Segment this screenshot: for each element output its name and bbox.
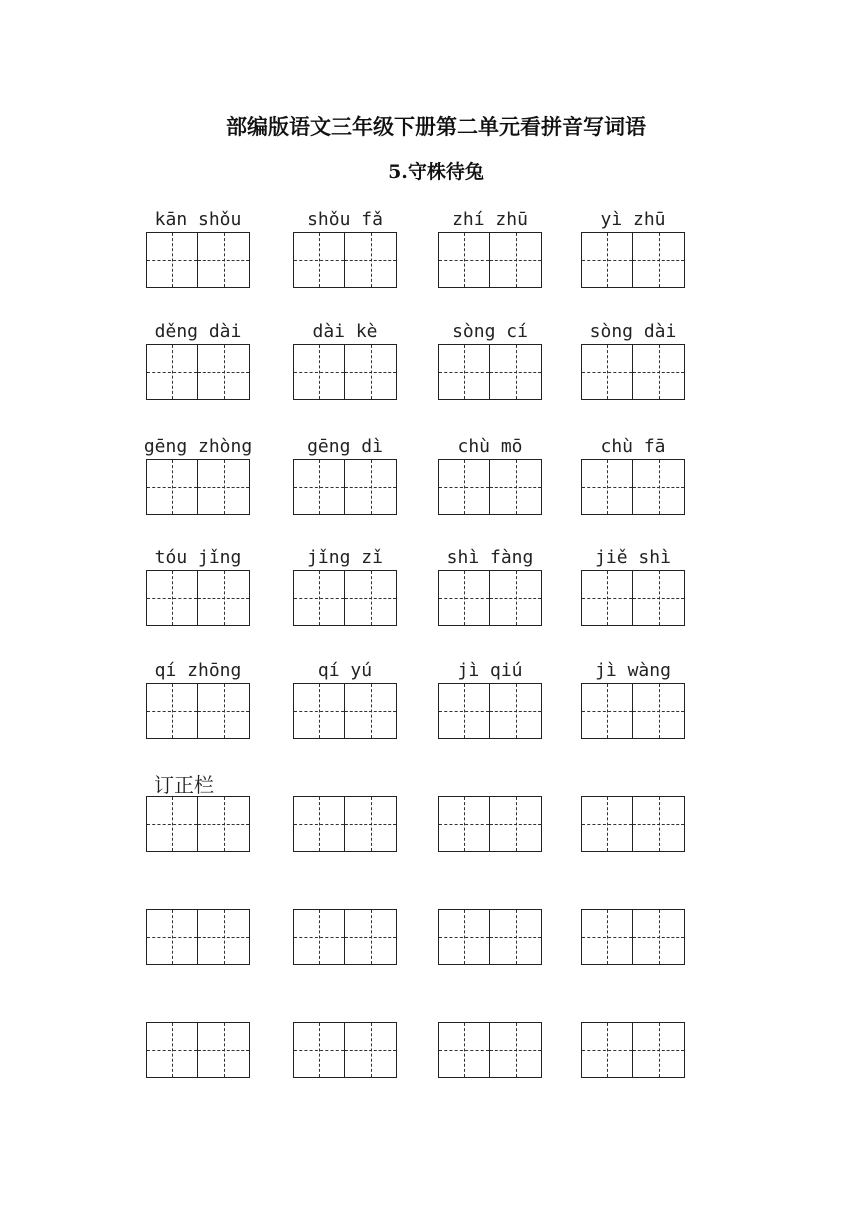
pinyin-cell: [438, 435, 586, 515]
character-square[interactable]: [633, 683, 685, 739]
correction-label: 订正栏: [154, 773, 214, 797]
character-square[interactable]: [581, 570, 633, 626]
pinyin-label: dài kè: [312, 321, 378, 342]
pinyin-label: zhí zhū: [452, 209, 528, 230]
character-square[interactable]: [490, 232, 542, 288]
character-square[interactable]: [438, 570, 490, 626]
character-square[interactable]: [581, 1022, 633, 1078]
writing-box[interactable]: [146, 570, 250, 626]
writing-box[interactable]: [146, 232, 250, 288]
pinyin-cell: [581, 546, 729, 626]
correction-cell: [581, 998, 729, 1078]
character-square[interactable]: [293, 570, 345, 626]
pinyin-cell: [146, 659, 294, 739]
pinyin-cell: [438, 320, 586, 400]
character-square[interactable]: [581, 683, 633, 739]
pinyin-cell: [438, 546, 586, 626]
writing-box[interactable]: [438, 796, 542, 852]
character-square[interactable]: [490, 1022, 542, 1078]
character-square[interactable]: [293, 459, 345, 515]
correction-cell: [581, 772, 729, 852]
character-square[interactable]: [581, 344, 633, 400]
writing-box[interactable]: [438, 344, 542, 400]
character-square[interactable]: [293, 796, 345, 852]
character-square[interactable]: [293, 232, 345, 288]
character-square[interactable]: [198, 459, 250, 515]
character-square[interactable]: [146, 570, 198, 626]
writing-box[interactable]: [293, 1022, 397, 1078]
character-square[interactable]: [146, 344, 198, 400]
writing-box[interactable]: [293, 796, 397, 852]
character-square[interactable]: [146, 796, 198, 852]
pinyin-label: tóu jǐng: [154, 547, 242, 568]
character-square[interactable]: [490, 909, 542, 965]
correction-cell: [146, 772, 294, 852]
character-square[interactable]: [633, 344, 685, 400]
writing-box[interactable]: [438, 1022, 542, 1078]
character-square[interactable]: [438, 232, 490, 288]
pinyin-cell: [438, 659, 586, 739]
writing-box[interactable]: [293, 459, 397, 515]
character-square[interactable]: [633, 232, 685, 288]
correction-cell: [438, 772, 586, 852]
character-square[interactable]: [198, 683, 250, 739]
pinyin-cell: [146, 320, 294, 400]
pinyin-label: chù fā: [600, 436, 666, 457]
character-square[interactable]: [198, 570, 250, 626]
character-square[interactable]: [198, 344, 250, 400]
character-square[interactable]: [581, 232, 633, 288]
pinyin-label: jì wàng: [595, 660, 671, 681]
character-square[interactable]: [581, 909, 633, 965]
character-square[interactable]: [198, 909, 250, 965]
writing-box[interactable]: [146, 1022, 250, 1078]
pinyin-cell: [146, 208, 294, 288]
character-square[interactable]: [345, 909, 397, 965]
character-square[interactable]: [633, 796, 685, 852]
character-square[interactable]: [345, 796, 397, 852]
character-square[interactable]: [438, 344, 490, 400]
pinyin-label: yì zhū: [600, 209, 666, 230]
pinyin-cell: [293, 435, 441, 515]
pinyin-cell: [143, 435, 294, 515]
writing-box[interactable]: [581, 909, 685, 965]
character-square[interactable]: [293, 909, 345, 965]
pinyin-cell: [146, 546, 294, 626]
pinyin-label: qí yú: [317, 660, 373, 681]
character-square[interactable]: [438, 909, 490, 965]
pinyin-label: jì qiú: [457, 660, 523, 681]
pinyin-label: shǒu fǎ: [307, 209, 383, 230]
pinyin-label: jǐng zǐ: [307, 547, 383, 568]
pinyin-label: kān shǒu: [154, 209, 242, 230]
writing-box[interactable]: [146, 796, 250, 852]
character-square[interactable]: [345, 683, 397, 739]
writing-box[interactable]: [146, 683, 250, 739]
character-square[interactable]: [633, 909, 685, 965]
pinyin-label: chù mō: [457, 436, 523, 457]
correction-cell: [438, 885, 586, 965]
pinyin-label: qí zhōng: [154, 660, 242, 681]
character-square[interactable]: [293, 683, 345, 739]
pinyin-label: shì fàng: [446, 547, 534, 568]
lesson-title: 5.守株待兔: [388, 161, 484, 183]
character-square[interactable]: [490, 570, 542, 626]
correction-cell: [581, 885, 729, 965]
writing-box[interactable]: [293, 683, 397, 739]
character-square[interactable]: [146, 683, 198, 739]
writing-box[interactable]: [293, 570, 397, 626]
pinyin-cell: [581, 435, 729, 515]
correction-cell: [146, 885, 294, 965]
writing-box[interactable]: [438, 232, 542, 288]
writing-box[interactable]: [581, 1022, 685, 1078]
character-square[interactable]: [146, 459, 198, 515]
writing-box[interactable]: [293, 344, 397, 400]
writing-box[interactable]: [146, 909, 250, 965]
pinyin-cell: [293, 320, 441, 400]
pinyin-label: gēng dì: [307, 436, 383, 457]
pinyin-cell: [293, 659, 441, 739]
character-square[interactable]: [345, 344, 397, 400]
pinyin-cell: [293, 208, 441, 288]
writing-box[interactable]: [581, 459, 685, 515]
character-square[interactable]: [633, 1022, 685, 1078]
correction-cell: [293, 998, 441, 1078]
character-square[interactable]: [581, 459, 633, 515]
character-square[interactable]: [146, 909, 198, 965]
character-square[interactable]: [438, 683, 490, 739]
correction-cell: [293, 772, 441, 852]
pinyin-label: gēng zhòng: [143, 436, 253, 457]
writing-box[interactable]: [146, 344, 250, 400]
character-square[interactable]: [345, 232, 397, 288]
writing-box[interactable]: [293, 909, 397, 965]
writing-box[interactable]: [581, 232, 685, 288]
pinyin-label: sòng dài: [589, 321, 677, 342]
character-square[interactable]: [438, 796, 490, 852]
writing-box[interactable]: [581, 570, 685, 626]
correction-cell: [146, 998, 294, 1078]
pinyin-cell: [581, 659, 729, 739]
character-square[interactable]: [490, 796, 542, 852]
writing-box[interactable]: [438, 909, 542, 965]
pinyin-cell: [581, 208, 729, 288]
writing-box[interactable]: [581, 796, 685, 852]
character-square[interactable]: [293, 344, 345, 400]
character-square[interactable]: [293, 1022, 345, 1078]
character-square[interactable]: [633, 570, 685, 626]
writing-box[interactable]: [146, 459, 250, 515]
pinyin-label: sòng cí: [452, 321, 528, 342]
pinyin-cell: [438, 208, 586, 288]
pinyin-cell: [581, 320, 729, 400]
character-square[interactable]: [438, 1022, 490, 1078]
character-square[interactable]: [146, 232, 198, 288]
character-square[interactable]: [490, 683, 542, 739]
character-square[interactable]: [198, 1022, 250, 1078]
writing-box[interactable]: [438, 683, 542, 739]
pinyin-label: děng dài: [154, 321, 242, 342]
character-square[interactable]: [581, 796, 633, 852]
pinyin-label: jiě shì: [595, 547, 671, 568]
writing-box[interactable]: [438, 570, 542, 626]
character-square[interactable]: [198, 796, 250, 852]
correction-cell: [293, 885, 441, 965]
character-square[interactable]: [438, 459, 490, 515]
writing-box[interactable]: [581, 344, 685, 400]
character-square[interactable]: [633, 459, 685, 515]
character-square[interactable]: [490, 459, 542, 515]
page-title: 部编版语文三年级下册第二单元看拼音写词语: [226, 114, 646, 139]
writing-box[interactable]: [581, 683, 685, 739]
pinyin-cell: [293, 546, 441, 626]
character-square[interactable]: [198, 232, 250, 288]
character-square[interactable]: [146, 1022, 198, 1078]
character-square[interactable]: [345, 459, 397, 515]
character-square[interactable]: [490, 344, 542, 400]
character-square[interactable]: [345, 570, 397, 626]
correction-cell: [438, 998, 586, 1078]
character-square[interactable]: [345, 1022, 397, 1078]
writing-box[interactable]: [438, 459, 542, 515]
writing-box[interactable]: [293, 232, 397, 288]
